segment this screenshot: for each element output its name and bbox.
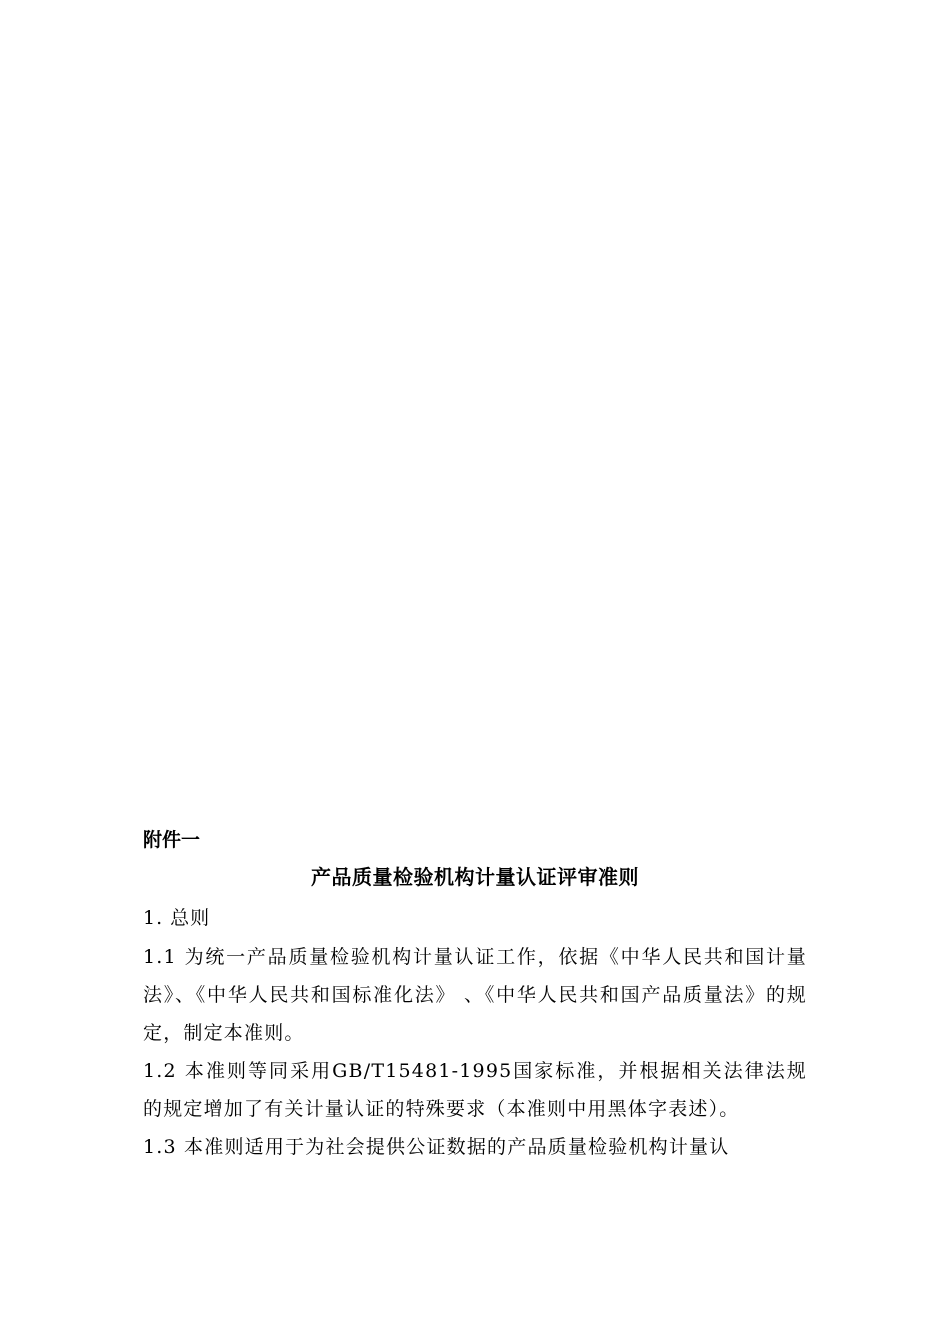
document-content (143, 826, 807, 1166)
paragraph-1-2: 1.2 本准则等同采用GB/T15481-1995国家标准，并根据相关法律法规的规定增加了有关计量认证的特殊要求（本准则中用黑体字表述）。 (143, 1060, 807, 1120)
section-heading-general: 1. 总则 (143, 907, 211, 929)
paragraph-1-3: 1.3 本准则适用于为社会提供公证数据的产品质量检验机构计量认 (143, 1136, 730, 1158)
paragraph-1-1: 1.1 为统一产品质量检验机构计量认证工作，依据《中华人民共和国计量法》、《中华人民共和国标准化法》 、《中华人民共和国产品质量法》的规定，制定本准则。 (143, 946, 807, 1044)
document-title: 产品质量检验机构计量认证评审准则 (311, 865, 639, 889)
attachment-label: 附件一 (143, 829, 201, 851)
